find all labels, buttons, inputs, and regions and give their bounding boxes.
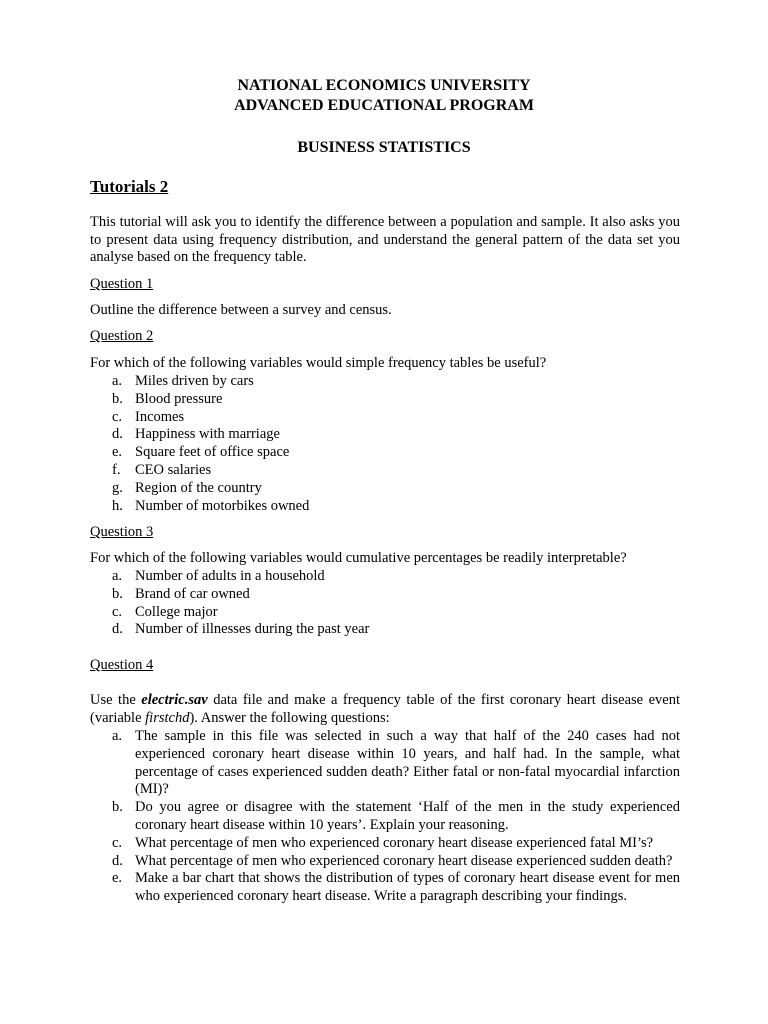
list-item	[112, 586, 680, 604]
tutorial-title: Tutorials 2	[90, 177, 169, 196]
list-item-text: Number of adults in a household	[135, 568, 325, 584]
list-marker: e.	[112, 444, 123, 461]
list-marker: b.	[112, 585, 123, 602]
list-item	[112, 870, 680, 906]
question-3-text: For which of the following variables would cumulative percentages be readily interpretable?	[90, 550, 627, 566]
list-item	[112, 728, 680, 799]
list-item-text: Region of the country	[135, 479, 262, 496]
list-item-text: Incomes	[135, 408, 185, 425]
list-item-text: Square feet of office space	[135, 444, 290, 461]
list-marker: c.	[112, 603, 123, 620]
question-3-label: Question 3	[90, 524, 154, 540]
data-file-name: electric.sav	[141, 692, 208, 708]
list-item-text: College major	[135, 603, 218, 620]
intro-paragraph: This tutorial will ask you to identify the difference between a population and sample. It also asks you to present data using frequency distribution, and understand the general pattern of the data set you analyse based on the frequency table.	[90, 214, 680, 265]
list-marker: d.	[112, 426, 123, 443]
list-marker: c.	[112, 408, 123, 425]
question-2-label: Question 2	[90, 328, 154, 344]
list-item-text: What percentage of men who experienced coronary heart disease experienced sudden death?	[135, 852, 673, 869]
list-item-text: Happiness with marriage	[135, 426, 280, 443]
list-marker: b.	[112, 390, 123, 407]
list-item-text: What percentage of men who experienced coronary heart disease experienced fatal MI’s?	[135, 834, 654, 851]
question-4-label: Question 4	[90, 657, 154, 673]
question-2-list	[112, 373, 680, 515]
list-item	[112, 568, 680, 586]
question-4-text: Use the electric.sav data file and make a frequency table of the first coronary heart disease event (variable firstchd). Answer the following questions:	[90, 692, 680, 726]
list-marker: d.	[112, 621, 123, 638]
question-3-list	[112, 568, 680, 639]
list-marker: a.	[112, 373, 123, 389]
list-marker: d.	[112, 852, 123, 869]
university-name: NATIONAL ECONOMICS UNIVERSITY	[237, 77, 531, 94]
list-marker: a.	[112, 728, 123, 744]
list-marker: b.	[112, 799, 123, 816]
question-1-text: Outline the difference between a survey and census.	[90, 302, 392, 318]
list-item-text: Number of illnesses during the past year	[135, 621, 370, 638]
list-item-text: Miles driven by cars	[135, 373, 254, 389]
list-item	[112, 604, 680, 622]
question-1-label: Question 1	[90, 276, 154, 292]
list-item	[112, 480, 680, 498]
list-item-text: The sample in this file was selected in such a way that half of the 240 cases had not experienced coronary heart disease within 10 years, and half had. In the sample, what percentage of cases experienced sudden death? Either fatal or non-fatal myocardial infarction (MI)?	[135, 728, 680, 798]
list-item-text: Do you agree or disagree with the statement ‘Half of the men in the study experienced coronary heart disease within 10 years’. Explain your reasoning.	[135, 799, 680, 833]
list-marker: f.	[112, 461, 121, 478]
variable-name: firstchd	[145, 709, 190, 726]
list-item	[112, 409, 680, 427]
list-item-text: Make a bar chart that shows the distribution of types of coronary heart disease event for men who experienced coronary heart disease. Write a paragraph describing your findings.	[135, 870, 680, 905]
list-item-text: CEO salaries	[135, 461, 212, 478]
list-marker: h.	[112, 497, 123, 514]
list-item	[112, 391, 680, 409]
list-marker: a.	[112, 568, 123, 584]
question-2-text: For which of the following variables would simple frequency tables be useful?	[90, 355, 547, 371]
list-marker: g.	[112, 479, 123, 496]
list-item-text: Blood pressure	[135, 390, 223, 407]
list-item	[112, 498, 680, 516]
list-item	[112, 462, 680, 480]
list-item-text: Brand of car owned	[135, 585, 250, 602]
list-item	[112, 444, 680, 462]
list-item-text: Number of motorbikes owned	[135, 497, 310, 514]
course-title: BUSINESS STATISTICS	[297, 139, 471, 156]
list-item	[112, 799, 680, 835]
list-item	[112, 621, 680, 639]
list-item	[112, 373, 680, 391]
list-item	[112, 426, 680, 444]
list-item	[112, 853, 680, 871]
question-4-list	[112, 728, 680, 906]
list-item	[112, 835, 680, 853]
list-marker: c.	[112, 834, 123, 851]
list-marker: e.	[112, 870, 123, 887]
program-name: ADVANCED EDUCATIONAL PROGRAM	[234, 97, 534, 114]
